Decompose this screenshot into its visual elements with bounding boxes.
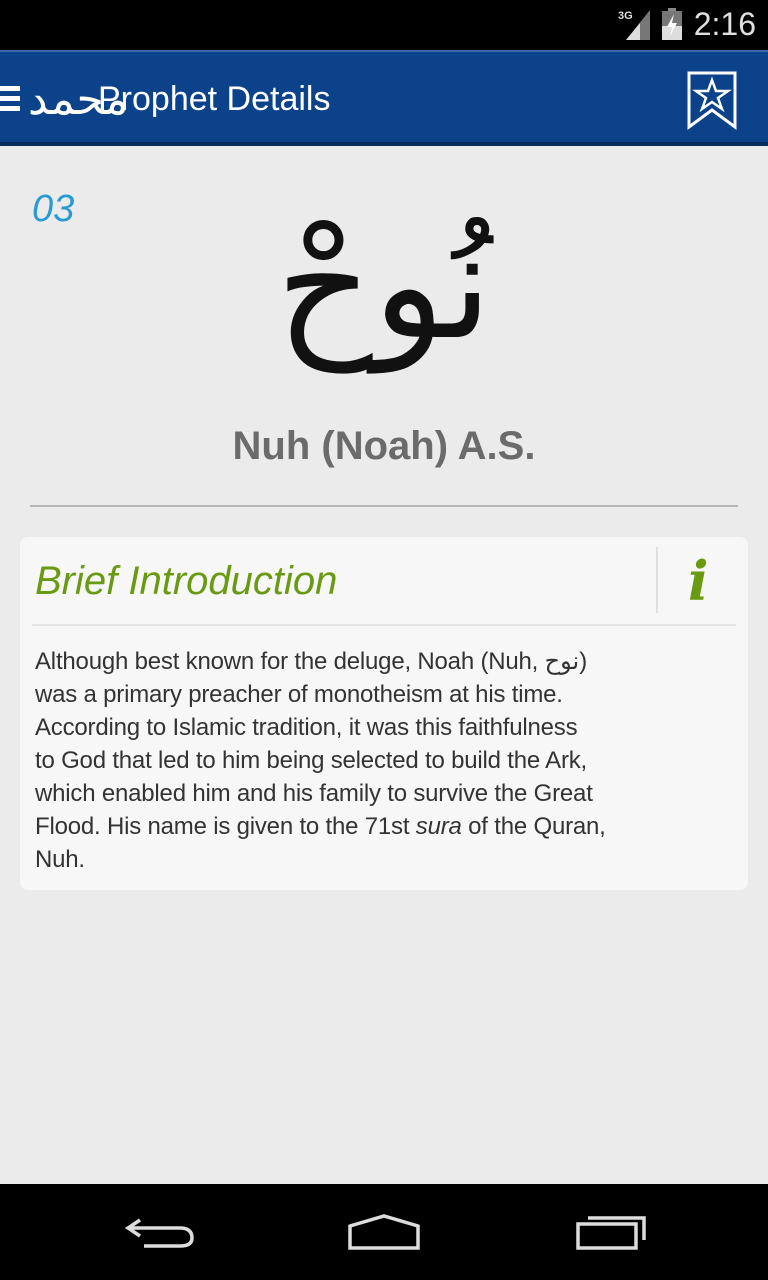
text-line: Nuh. — [35, 846, 85, 873]
text-line: According to Islamic tradition, it was this faithfulness — [35, 714, 578, 741]
intro-card — [20, 537, 748, 890]
intro-text — [35, 645, 606, 876]
text-line: Although best known for the deluge, Noah (Nuh, نوح) — [35, 648, 587, 675]
info-icon[interactable]: i — [688, 549, 709, 613]
text: Flood. His name is given to the 71st — [35, 813, 416, 840]
menu-icon[interactable] — [0, 86, 20, 112]
text: of the Quran, — [461, 813, 606, 840]
divider — [656, 547, 658, 613]
text-line: to God that led to him being selected to build the Ark, — [35, 747, 588, 774]
battery-charging-icon — [662, 8, 682, 40]
prophet-arabic-name: نُوحْ — [275, 199, 493, 373]
status-bar — [0, 0, 768, 50]
text-line: was a primary preacher of monotheism at his time. — [35, 681, 563, 708]
prophet-number: 03 — [32, 188, 75, 230]
card-title: Brief Introduction — [35, 559, 338, 603]
app-logo[interactable]: محمد — [28, 75, 129, 124]
divider — [32, 624, 736, 626]
back-icon[interactable] — [120, 1212, 200, 1252]
text-italic: sura — [415, 813, 462, 840]
divider — [30, 505, 738, 507]
signal-3g-icon — [618, 8, 652, 40]
text-line: which enabled him and his family to survive the Great — [35, 780, 593, 807]
navigation-bar — [0, 1184, 768, 1280]
prophet-name: Nuh (Noah) A.S. — [232, 424, 536, 468]
app-bar — [0, 50, 768, 146]
recent-apps-icon[interactable] — [572, 1212, 652, 1252]
home-icon[interactable] — [344, 1212, 424, 1252]
text-line — [35, 810, 606, 843]
page-title: Prophet Details — [98, 80, 331, 118]
clock: 2:16 — [693, 6, 756, 42]
favorite-bookmark-icon[interactable] — [686, 70, 738, 130]
content — [0, 146, 768, 1184]
svg-text:3G: 3G — [618, 10, 633, 22]
